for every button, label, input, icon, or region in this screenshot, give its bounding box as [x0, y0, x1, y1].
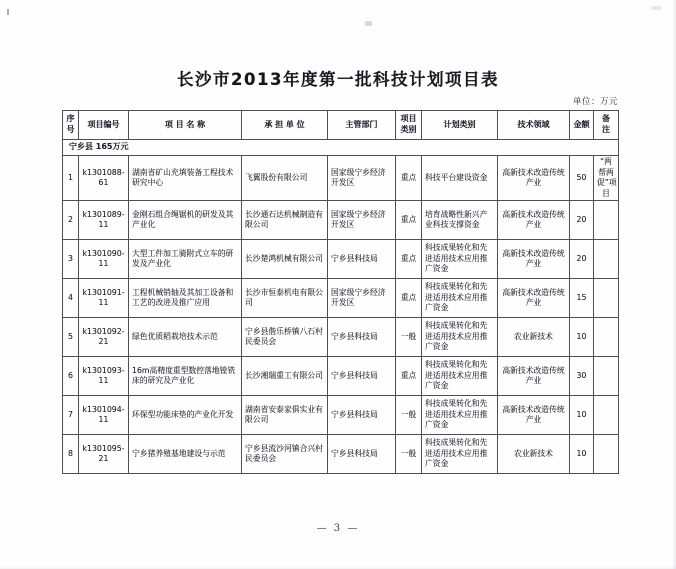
table-row [63, 318, 619, 357]
cell-project-category: 重点 [396, 357, 422, 396]
cell-project-code: k1301089-11 [79, 201, 129, 240]
cell-project-code: k1301092-21 [79, 318, 129, 357]
scan-artifact [7, 9, 9, 15]
projects-table-container [62, 110, 618, 474]
cell-tech-field: 高新技术改造传统产业 [498, 279, 570, 318]
cell-plan-category: 科技成果转化和先进适用技术应用推广资金 [422, 435, 498, 474]
cell-amount: 15 [570, 279, 594, 318]
cell-plan-category: 培育战略性新兴产业科技支撑资金 [422, 201, 498, 240]
cell-supervising-dept: 国家级宁乡经济开发区 [328, 156, 396, 201]
cell-seq: 3 [63, 240, 79, 279]
col-header-project-name: 项 目 名 称 [129, 111, 242, 140]
col-header-project-code: 项目编号 [79, 111, 129, 140]
table-row [63, 279, 619, 318]
cell-project-name: 环保型功能床垫的产业化开发 [129, 396, 242, 435]
col-header-project-category: 项目类别 [396, 111, 422, 140]
cell-project-category: 一般 [396, 435, 422, 474]
cell-plan-category: 科技平台建设资金 [422, 156, 498, 201]
cell-undertaking-unit: 湖南省安泰家俱实业有限公司 [242, 396, 328, 435]
cell-project-category: 一般 [396, 318, 422, 357]
cell-tech-field: 高新技术改造传统产业 [498, 201, 570, 240]
cell-project-name: 湖南省矿山充填装备工程技术研究中心 [129, 156, 242, 201]
cell-seq: 6 [63, 357, 79, 396]
cell-amount: 20 [570, 240, 594, 279]
cell-tech-field: 高新技术改造传统产业 [498, 357, 570, 396]
cell-remark [594, 201, 619, 240]
col-header-plan-category: 计划类别 [422, 111, 498, 140]
cell-project-category: 重点 [396, 279, 422, 318]
cell-seq: 7 [63, 396, 79, 435]
cell-project-code: k1301091-11 [79, 279, 129, 318]
scan-artifact [652, 6, 661, 10]
cell-remark [594, 357, 619, 396]
cell-project-name: 金刚石组合绳锯机的研发及其产业化 [129, 201, 242, 240]
cell-project-code: k1301095-21 [79, 435, 129, 474]
table-row [63, 201, 619, 240]
cell-remark [594, 318, 619, 357]
cell-project-category: 重点 [396, 201, 422, 240]
cell-seq: 5 [63, 318, 79, 357]
section-header-row [63, 140, 619, 156]
col-header-seq: 序号 [63, 111, 79, 140]
cell-undertaking-unit: 飞翼股份有限公司 [242, 156, 328, 201]
cell-project-name: 16m高精度重型数控落地镗铣床的研究及产业化 [129, 357, 242, 396]
cell-plan-category: 科技成果转化和先进适用技术应用推广资金 [422, 318, 498, 357]
cell-project-category: 重点 [396, 156, 422, 201]
cell-supervising-dept: 宁乡县科技局 [328, 240, 396, 279]
cell-seq: 1 [63, 156, 79, 201]
cell-project-code: k1301093-11 [79, 357, 129, 396]
cell-undertaking-unit: 长沙市恒泰机电有限公司 [242, 279, 328, 318]
col-header-undertaking-unit: 承 担 单 位 [242, 111, 328, 140]
cell-project-category: 一般 [396, 396, 422, 435]
cell-undertaking-unit: 长沙湘瑞重工有限公司 [242, 357, 328, 396]
cell-plan-category: 科技成果转化和先进适用技术应用推广资金 [422, 279, 498, 318]
cell-remark [594, 240, 619, 279]
cell-undertaking-unit: 宁乡县偕乐桥镇八石村民委员会 [242, 318, 328, 357]
cell-project-code: k1301088-61 [79, 156, 129, 201]
cell-seq: 2 [63, 201, 79, 240]
cell-plan-category: 科技成果转化和先进适用技术应用推广资金 [422, 396, 498, 435]
cell-supervising-dept: 国家级宁乡经济开发区 [328, 279, 396, 318]
cell-amount: 30 [570, 357, 594, 396]
cell-amount: 20 [570, 201, 594, 240]
cell-tech-field: 农业新技术 [498, 435, 570, 474]
cell-tech-field: 高新技术改造传统产业 [498, 396, 570, 435]
col-header-supervising-dept: 主管部门 [328, 111, 396, 140]
table-row [63, 357, 619, 396]
cell-amount: 10 [570, 396, 594, 435]
table-row [63, 156, 619, 201]
cell-project-name: 大型工件加工骑附式立车的研发及产业化 [129, 240, 242, 279]
cell-plan-category: 科技成果转化和先进适用技术应用推广资金 [422, 357, 498, 396]
cell-project-name: 宁乡猪养殖基地建设与示范 [129, 435, 242, 474]
cell-supervising-dept: 国家级宁乡经济开发区 [328, 201, 396, 240]
cell-supervising-dept: 宁乡县科技局 [328, 435, 396, 474]
col-header-amount: 金额 [570, 111, 594, 140]
page-number: — 3 — [316, 523, 360, 534]
cell-supervising-dept: 宁乡县科技局 [328, 318, 396, 357]
cell-remark [594, 435, 619, 474]
document-title: 长沙市2013年度第一批科技计划项目表 [177, 70, 499, 89]
table-header-row [63, 111, 619, 140]
cell-undertaking-unit: 宁乡县流沙河镇合兴村民委员会 [242, 435, 328, 474]
cell-undertaking-unit: 长沙楚鸿机械有限公司 [242, 240, 328, 279]
scan-artifact [365, 21, 372, 26]
cell-project-name: 工程机械销轴及其加工设备和工艺的改进及推广应用 [129, 279, 242, 318]
cell-seq: 8 [63, 435, 79, 474]
cell-remark: “两帮两促”项目 [594, 156, 619, 201]
cell-supervising-dept: 宁乡县科技局 [328, 357, 396, 396]
cell-plan-category: 科技成果转化和先进适用技术应用推广资金 [422, 240, 498, 279]
cell-seq: 4 [63, 279, 79, 318]
col-header-remark: 备 注 [594, 111, 619, 140]
cell-tech-field: 高新技术改造传统产业 [498, 240, 570, 279]
col-header-tech-field: 技术领域 [498, 111, 570, 140]
projects-table [62, 110, 619, 474]
cell-amount: 50 [570, 156, 594, 201]
cell-amount: 10 [570, 318, 594, 357]
section-label: 宁乡县 165万元 [63, 140, 619, 156]
cell-remark [594, 279, 619, 318]
table-row [63, 396, 619, 435]
cell-project-name: 绿色优质稻栽培技术示范 [129, 318, 242, 357]
cell-remark [594, 396, 619, 435]
cell-tech-field: 农业新技术 [498, 318, 570, 357]
cell-project-code: k1301090-11 [79, 240, 129, 279]
cell-tech-field: 高新技术改造传统产业 [498, 156, 570, 201]
table-row [63, 240, 619, 279]
cell-amount: 10 [570, 435, 594, 474]
cell-project-category: 重点 [396, 240, 422, 279]
cell-supervising-dept: 宁乡县科技局 [328, 396, 396, 435]
cell-undertaking-unit: 长沙通石达机械制造有限公司 [242, 201, 328, 240]
unit-note: 单位：万元 [572, 97, 618, 107]
table-row [63, 435, 619, 474]
cell-project-code: k1301094-11 [79, 396, 129, 435]
